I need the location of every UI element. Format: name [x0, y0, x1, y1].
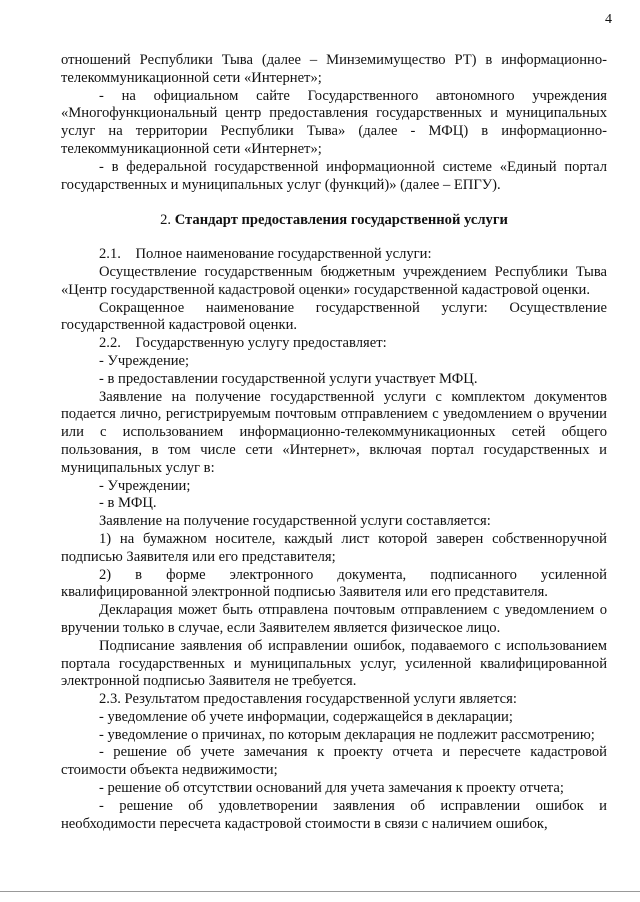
document-body	[61, 52, 607, 833]
list-item: - решение об удовлетворении заявления об исправлении ошибок и необходимости пересчета кадастровой стоимости в связи с наличием ошибок,	[61, 797, 607, 832]
list-item: - решение об учете замечания к проекту отчета и пересчете кадастровой стоимости объекта недвижимости;	[61, 744, 607, 779]
list-item: 2) в форме электронного документа, подписанного усиленной квалифицированной электронной подписью Заявителя или его представителя.	[61, 566, 607, 601]
paragraph: Заявление на получение государственной услуги составляется:	[99, 513, 491, 530]
paragraph: Сокращенное наименование государственной услуги: Осуществление государственной кадастровой оценки.	[61, 299, 607, 334]
paragraph: Заявление на получение государственной услуги с комплектом документов подается лично, регистрируемым почтовым отправлением с уведомлением о вручении или с использованием информационно-телекоммуникационных сетей общего пользования, в том числе сети «Интернет», включая портал государственных и муниципальных услуг в:	[61, 388, 607, 476]
section-heading	[61, 212, 607, 230]
list-item: 1) на бумажном носителе, каждый лист которой заверен собственноручной подписью Заявителя или его представителя;	[61, 530, 607, 565]
page-number: 4	[605, 12, 612, 27]
paragraph: Осуществление государственным бюджетным учреждением Республики Тыва «Центр государственной кадастровой оценки» государственной кадастровой оценки.	[61, 263, 607, 298]
paragraph: 2.3. Результатом предоставления государственной услуги является:	[99, 691, 517, 708]
list-item: - Учреждение;	[99, 352, 190, 369]
paragraph: отношений Республики Тыва (далее – Минземимущество РТ) в информационно-телекоммуникационной сети «Интернет»;	[61, 52, 607, 86]
scan-edge-divider	[0, 891, 640, 892]
section-number: 2.	[160, 212, 172, 229]
list-item: - в МФЦ.	[99, 495, 157, 512]
paragraph: Декларация может быть отправлена почтовым отправлением с уведомлением о вручении только в случае, если Заявителем является физическое лицо.	[61, 602, 607, 636]
paragraph: - на официальном сайте Государственного автономного учреждения «Многофункциональный центр предоставления государственных и муниципальных услуг на территории Республики Тыва» (далее - МФЦ) в информационно-телекоммуникационной сети «Интернет»;	[61, 87, 607, 157]
section-title: Стандарт предоставления государственной услуги	[174, 212, 508, 229]
list-item: - уведомление о причинах, по которым декларация не подлежит рассмотрению;	[99, 726, 595, 743]
paragraph: Подписание заявления об исправлении ошибок, подаваемого с использованием портала государственных и муниципальных услуг, усиленной квалифицированной электронной подписью Заявителя не требуется.	[61, 637, 607, 690]
list-item: - уведомление об учете информации, содержащейся в декларации;	[99, 708, 513, 725]
paragraph: 2.2. Государственную услугу предоставляет:	[99, 335, 387, 352]
paragraph: - в федеральной государственной информационной системе «Единый портал государственных и муниципальных услуг (функций)» (далее – ЕПГУ).	[61, 158, 607, 193]
list-item: - Учреждении;	[99, 477, 191, 494]
paragraph: 2.1. Полное наименование государственной услуги:	[99, 246, 432, 263]
list-item: - решение об отсутствии оснований для учета замечания к проекту отчета;	[99, 780, 564, 797]
list-item: - в предоставлении государственной услуги участвует МФЦ.	[99, 370, 478, 387]
